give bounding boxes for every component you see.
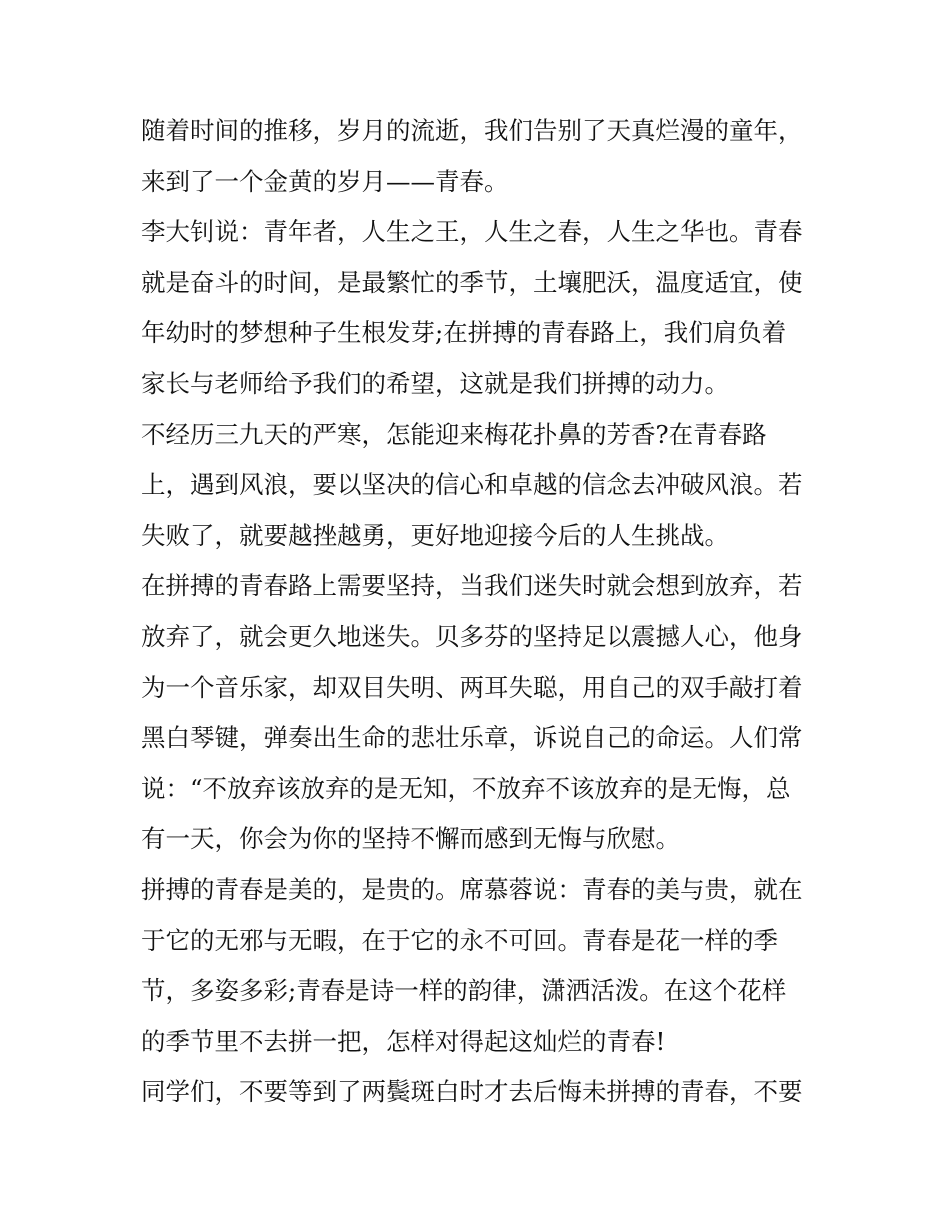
text-line: 黑白琴键，弹奏出生命的悲壮乐章，诉说自己的命运。人们常	[141, 723, 803, 753]
text-line: 来到了一个金黄的岁月——青春。	[141, 166, 509, 196]
text-line: 放弃了，就会更久地迷失。贝多芬的坚持足以震撼人心，他身	[141, 621, 803, 651]
text-line: 拼搏的青春是美的，是贵的。席慕蓉说：青春的美与贵，就在	[141, 874, 803, 904]
essay-body	[141, 106, 821, 1118]
text-line: 年幼时的梦想种子生根发芽;在拼搏的青春路上，我们肩负着	[141, 318, 787, 348]
text-line: 为一个音乐家，却双目失明、两耳失聪，用自己的双手敲打着	[141, 672, 803, 702]
text-line: 的季节里不去拼一把，怎样对得起这灿烂的青春!	[141, 1026, 666, 1056]
text-line: 随着时间的推移，岁月的流逝，我们告别了天真烂漫的童年，	[141, 116, 803, 145]
text-line: 不经历三九天的严寒，怎能迎来梅花扑鼻的芳香?在青春路	[141, 419, 767, 449]
text-line: 家长与老师给予我们的希望，这就是我们拼搏的动力。	[141, 368, 729, 398]
text-line: 就是奋斗的时间，是最繁忙的季节，土壤肥沃，温度适宜，使	[141, 267, 803, 297]
text-line: 节，多姿多彩;青春是诗一样的韵律，潇洒活泼。在这个花样	[141, 976, 787, 1006]
text-line: 同学们，不要等到了两鬓斑白时才去后悔未拼搏的青春，不要	[141, 1077, 803, 1107]
text-line: 有一天，你会为你的坚持不懈而感到无悔与欣慰。	[141, 824, 680, 854]
text-line: 说：“不放弃该放弃的是无知，不放弃不该放弃的是无悔，总	[141, 773, 791, 803]
text-line: 于它的无邪与无暇，在于它的永不可回。青春是花一样的季	[141, 925, 778, 955]
text-line: 失败了，就要越挫越勇，更好地迎接今后的人生挑战。	[141, 520, 729, 550]
text-line: 在拼搏的青春路上需要坚持，当我们迷失时就会想到放弃，若	[141, 571, 803, 601]
text-line: 上，遇到风浪，要以坚决的信心和卓越的信念去冲破风浪。若	[141, 470, 803, 500]
text-line: 李大钊说：青年者，人生之王，人生之春，人生之华也。青春	[141, 217, 803, 247]
